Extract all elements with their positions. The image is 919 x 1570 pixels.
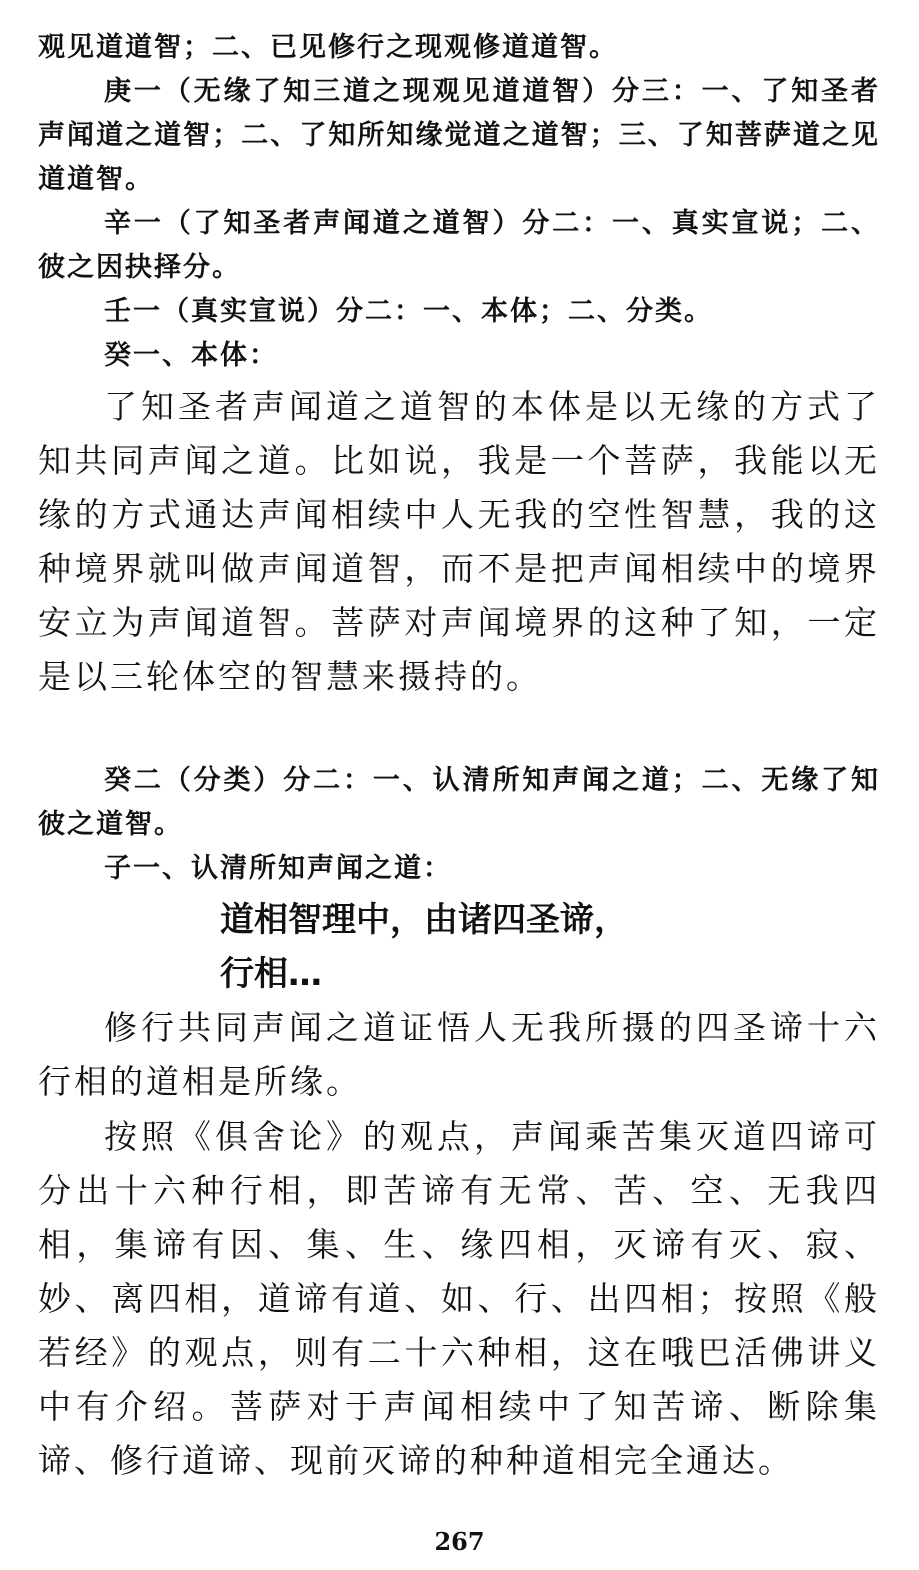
outline-heading-ren-1: 壬一（真实宣说）分二：一、本体；二、分类。 [104, 296, 713, 327]
verse-line-2: 行相… [220, 954, 322, 994]
outline-line-continuation: 观见道道智；二、已见修行之现观修道道智。 [38, 32, 618, 63]
page-number: 267 [434, 1527, 485, 1556]
body-paragraph-sixteen-aspects: 按照《俱舍论》的观点，声闻乘苦集灭道四谛可分出十六种行相，即苦谛有无常、苦、空、无我四相，集谛有因、集、生、缘四相，灭谛有灭、寂、妙、离四相，道谛有道、如、行、出四相；按照《般若经》的观点，则有二十六种相，这在哦巴活佛讲义中有介绍。菩萨对于声闻相续中了知苦谛、断除集谛、修行道谛、现前灭谛的种种道相完全通达。 [38, 1117, 880, 1480]
outline-heading-gui-2: 癸二（分类）分二：一、认清所知声闻之道；二、无缘了知彼之道智。 [38, 765, 880, 840]
outline-heading-geng-1: 庚一（无缘了知三道之现观见道道智）分三：一、了知圣者声闻道之道智；二、了知所知缘觉道之道智；三、了知菩萨道之见道道智。 [38, 76, 880, 195]
outline-heading-xin-1: 辛一（了知圣者声闻道之道智）分二：一、真实宣说；二、彼之因抉择分。 [38, 208, 880, 283]
body-paragraph-essence: 了知圣者声闻道之道智的本体是以无缘的方式了知共同声闻之道。比如说，我是一个菩萨，我能以无缘的方式通达声闻相续中人无我的空性智慧，我的这种境界就叫做声闻道智，而不是把声闻相续中的境界安立为声闻道智。菩萨对声闻境界的这种了知，一定是以三轮体空的智慧来摄持的。 [38, 387, 880, 696]
root-verse [220, 893, 860, 1001]
outline-heading-gui-1: 癸一、本体： [104, 340, 278, 371]
verse-line-1: 道相智理中，由诸四圣谛， [220, 900, 628, 940]
outline-heading-zi-1: 子一、认清所知声闻之道： [104, 853, 452, 884]
body-paragraph-object: 修行共同声闻之道证悟人无我所摄的四圣谛十六行相的道相是所缘。 [38, 1008, 880, 1101]
